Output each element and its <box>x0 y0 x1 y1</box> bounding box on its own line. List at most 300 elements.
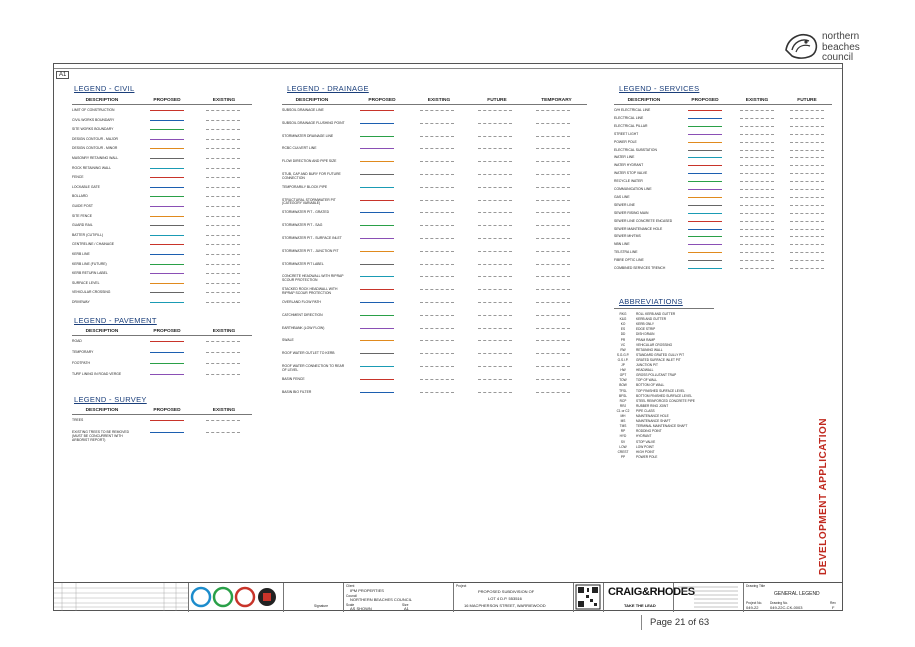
drainage-row-label: STORMWATER PIT LABEL <box>282 261 324 266</box>
drainage-symbol <box>478 225 512 226</box>
revision-label: Rev <box>830 601 836 605</box>
drainage-symbol <box>420 276 454 277</box>
contact-lines <box>674 583 742 611</box>
abbreviation-description: HYDRANT <box>636 434 652 439</box>
services-symbol <box>688 173 722 174</box>
civil-symbol <box>206 254 240 255</box>
drainage-symbol <box>478 276 512 277</box>
services-row-label: ELECTRICAL PILLAR <box>614 123 648 128</box>
drainage-symbol <box>420 187 454 188</box>
pavement-row-label: FOOTPATH <box>72 361 90 365</box>
services-symbol <box>740 213 774 214</box>
drainage-symbol <box>420 315 454 316</box>
survey-col-description: DESCRIPTION <box>85 408 119 413</box>
sheet-size-label: A1 <box>56 71 69 79</box>
civil-row-label: VEHICULAR CROSSING <box>72 290 111 295</box>
abbreviation-description: MAINTENANCE SHAFT <box>636 419 671 424</box>
abbreviation-code: S.G.G.P. <box>616 352 630 357</box>
drainage-symbol <box>536 251 570 252</box>
services-symbol <box>790 260 824 261</box>
drainage-col-description: DESCRIPTION <box>295 98 329 103</box>
services-symbol <box>688 213 722 214</box>
drainage-symbol <box>478 136 512 137</box>
services-symbol <box>790 165 824 166</box>
drainage-symbol <box>360 328 394 329</box>
abbreviation-description: HIGH POINT <box>636 449 655 454</box>
pavement-symbol <box>150 374 184 375</box>
services-row-label: SEWER RISING MAIN <box>614 210 649 215</box>
services-symbol <box>688 134 722 135</box>
services-row-label: SEWER LINE CONCRETE ENCASED <box>614 218 673 223</box>
drainage-symbol <box>478 366 512 367</box>
services-symbol <box>688 189 722 190</box>
civil-symbol <box>206 206 240 207</box>
civil-symbol <box>150 148 184 149</box>
services-symbol <box>790 268 824 269</box>
civil-symbol <box>150 120 184 121</box>
survey-symbol <box>206 420 240 421</box>
drainage-symbol <box>360 302 394 303</box>
civil-symbol <box>206 302 240 303</box>
pavement-symbol <box>150 352 184 353</box>
civil-symbol <box>150 206 184 207</box>
abbreviation-description: RUBBER RING JOINT <box>636 403 669 408</box>
services-symbol <box>688 268 722 269</box>
logo-word-1: northern <box>822 31 860 42</box>
company-tagline: TAKE THE LEAD <box>624 603 656 608</box>
survey-row-label: EXISTING TREES TO BE REMOVED (MUST BE CONCURRENT WITH ARBORIST REPORT) <box>72 430 130 442</box>
drainage-symbol <box>478 187 512 188</box>
drainage-row-label: EARTHBANK (LOW FLOW) <box>282 325 325 330</box>
services-symbol <box>740 205 774 206</box>
services-symbol <box>688 252 722 253</box>
civil-row-label: LOCKABLE GATE <box>72 184 100 189</box>
abbreviation-description: JUNCTION PIT <box>636 363 658 367</box>
abbreviation-code: ES <box>620 327 626 332</box>
drainage-symbol <box>536 110 570 111</box>
services-symbol <box>790 221 824 222</box>
civil-symbol <box>206 177 240 178</box>
civil-row-label: SITE FENCE <box>72 213 92 218</box>
drainage-symbol <box>360 200 394 201</box>
services-symbol <box>790 181 824 182</box>
civil-symbol <box>206 139 240 140</box>
drainage-row-label: SUBSOIL DRAINAGE FLUSHING POINT <box>282 120 345 125</box>
drainage-symbol <box>478 174 512 175</box>
drainage-symbol <box>360 161 394 162</box>
pavement-symbol <box>206 374 240 375</box>
pavement-col-proposed: PROPOSED <box>153 329 181 334</box>
drainage-row-label: STORMWATER PIT - JUNCTION PIT <box>282 248 339 253</box>
abbreviation-code: RCP <box>619 398 627 403</box>
project-label: Project <box>456 584 467 588</box>
job-number: 049-22 <box>746 605 759 610</box>
services-row-label: TELSTRA LINE <box>614 250 638 255</box>
services-row-label: SEWER MH/TMS <box>614 234 641 239</box>
drainage-symbol <box>478 251 512 252</box>
civil-row-label: GUARD RAIL <box>72 223 93 228</box>
services-symbol <box>688 118 722 119</box>
council-label: Council <box>346 594 357 598</box>
civil-symbol <box>206 148 240 149</box>
abbreviation-code: C1 or C2 <box>616 408 630 413</box>
abbreviation-description: POWER POLE <box>636 454 658 459</box>
survey-col-existing: EXISTING <box>212 408 236 413</box>
drainage-symbol <box>420 353 454 354</box>
civil-row-label: BOLLARD <box>72 194 88 199</box>
pavement-symbol <box>206 363 240 364</box>
abbreviation-description: GROSS POLLUTANT TRAP <box>636 373 677 378</box>
drainage-symbol <box>478 110 512 111</box>
drainage-symbol <box>360 136 394 137</box>
civil-symbol <box>150 264 184 265</box>
services-col-description: DESCRIPTION <box>627 98 661 103</box>
drainage-symbol <box>360 123 394 124</box>
drainage-symbol <box>536 353 570 354</box>
abbreviation-code: LOW <box>619 444 627 449</box>
company-name: CRAIG&RHODES <box>608 586 695 598</box>
civil-symbol <box>150 129 184 130</box>
size-label: Size <box>402 603 409 607</box>
services-col-proposed: PROPOSED <box>691 98 719 103</box>
civil-symbol <box>150 283 184 284</box>
drainage-symbol <box>478 302 512 303</box>
pavement-col-existing: EXISTING <box>212 329 236 334</box>
drainage-symbol <box>420 136 454 137</box>
civil-symbol <box>150 244 184 245</box>
services-row-label: ELECTRICAL SUBSTATION <box>614 147 657 152</box>
drainage-symbol <box>536 340 570 341</box>
drainage-symbol <box>478 289 512 290</box>
signature-label: Signature <box>314 604 329 608</box>
client-cell <box>344 583 454 612</box>
survey-symbol <box>150 432 184 433</box>
services-symbol <box>740 221 774 222</box>
abbreviation-code: HW <box>620 368 626 373</box>
drainage-symbol <box>478 238 512 239</box>
pavement-col-description: DESCRIPTION <box>85 329 119 334</box>
drainage-symbol <box>478 392 512 393</box>
services-symbol <box>688 244 722 245</box>
abbreviation-description: EDGE STRIP <box>636 327 656 332</box>
civil-row-label: GUIDE POST <box>72 204 93 208</box>
survey-col-proposed: PROPOSED <box>153 408 181 413</box>
civil-row-label: BATTER (CUT/FILL) <box>72 232 104 237</box>
drainage-symbol <box>420 251 454 252</box>
drainage-row-label: FLOW DIRECTION AND PIPE SIZE <box>282 159 337 164</box>
drawing-info-cell <box>744 583 842 612</box>
services-row-label: SEWER LINE <box>614 202 635 207</box>
abbreviation-code: KO <box>620 322 626 327</box>
drainage-row-label: STRUCTURAL STORMWATER PIT (CATEGORY VARIABLE) <box>282 197 336 206</box>
abbreviation-description: RETAINING WALL <box>636 347 663 352</box>
civil-symbol <box>150 254 184 255</box>
services-symbol <box>688 181 722 182</box>
certification-badges <box>189 583 284 612</box>
drainage-symbol <box>536 148 570 149</box>
civil-symbol <box>150 187 184 188</box>
services-symbol <box>688 165 722 166</box>
drainage-symbol <box>536 366 570 367</box>
services-row-label: FIBRE OPTIC LINE <box>614 258 644 263</box>
services-symbol <box>688 236 722 237</box>
services-symbol <box>688 142 722 143</box>
abbreviation-description: MAINTENANCE HOLE <box>636 414 669 418</box>
civil-symbol <box>150 168 184 169</box>
civil-row-label: ROCK RETAINING WALL <box>72 165 111 170</box>
drainage-symbol <box>360 315 394 316</box>
civil-symbol <box>150 158 184 159</box>
drainage-symbol <box>360 392 394 393</box>
abbreviation-code: DD <box>620 332 626 337</box>
civil-row-label: SURFACE LEVEL <box>72 280 100 285</box>
drainage-col-future: FUTURE <box>487 98 507 103</box>
civil-symbol <box>150 292 184 293</box>
services-symbol <box>790 150 824 151</box>
abbreviation-description: PRAM RAMP <box>636 337 656 342</box>
drainage-header-rule <box>282 104 587 105</box>
civil-symbol <box>150 139 184 140</box>
legend-pavement-title: LEGEND - PAVEMENT <box>74 316 157 325</box>
abbreviation-description: VEHICULAR CROSSING <box>636 342 673 347</box>
drainage-symbol <box>420 212 454 213</box>
services-row-label: WATER HYDRANT <box>614 163 644 168</box>
badge-icons <box>189 583 283 611</box>
civil-col-description: DESCRIPTION <box>85 98 119 103</box>
drainage-symbol <box>420 110 454 111</box>
drainage-symbol <box>360 110 394 111</box>
services-symbol <box>790 213 824 214</box>
drainage-symbol <box>478 340 512 341</box>
development-application-stamp: DEVELOPMENT APPLICATION <box>818 417 829 575</box>
drainage-symbol <box>536 238 570 239</box>
drainage-symbol <box>360 225 394 226</box>
civil-symbol <box>150 216 184 217</box>
civil-symbol <box>206 244 240 245</box>
civil-symbol <box>150 196 184 197</box>
services-symbol <box>790 142 824 143</box>
services-symbol <box>688 126 722 127</box>
revision-table-lines <box>54 583 188 611</box>
drainage-symbol <box>420 328 454 329</box>
drainage-symbol <box>536 212 570 213</box>
services-symbol <box>790 197 824 198</box>
services-row-label: ELECTRICAL LINE <box>614 115 644 120</box>
drainage-symbol <box>420 148 454 149</box>
drainage-symbol <box>478 353 512 354</box>
civil-symbol <box>206 168 240 169</box>
survey-symbol <box>206 432 240 433</box>
drainage-symbol <box>420 379 454 380</box>
drainage-symbol <box>420 225 454 226</box>
drainage-row-label: TEMPORARILY BLOCK PIPE <box>282 184 328 189</box>
drainage-symbol <box>478 200 512 201</box>
civil-symbol <box>206 235 240 236</box>
civil-symbol <box>150 235 184 236</box>
civil-symbol <box>206 225 240 226</box>
abbreviation-description: LOW POINT <box>636 444 654 449</box>
abbreviation-code: K&G <box>619 317 627 322</box>
council-name: NORTHERN BEACHES COUNCIL <box>350 597 412 602</box>
services-symbol <box>688 221 722 222</box>
drainage-symbol <box>360 238 394 239</box>
services-symbol <box>740 134 774 135</box>
civil-row-label: DESIGN CONTOUR - MINOR <box>72 146 118 151</box>
legend-drainage-title: LEGEND - DRAINAGE <box>287 84 369 93</box>
drainage-symbol <box>360 174 394 175</box>
civil-symbol <box>206 273 240 274</box>
services-row-label: WATER STOP VALVE <box>614 171 648 176</box>
drainage-row-label: STACKED ROCK HEADWALL WITH RIPRAP SCOUR PROTECTION <box>282 287 338 295</box>
revision-table <box>54 583 189 612</box>
drainage-symbol <box>360 379 394 380</box>
drainage-symbol <box>478 161 512 162</box>
abbreviation-description: BOTTOM FINISHED SURFACE LEVEL <box>636 393 693 398</box>
services-symbol <box>740 110 774 111</box>
civil-symbol <box>206 187 240 188</box>
abbreviation-code: JP <box>621 363 625 367</box>
drainage-symbol <box>360 289 394 290</box>
pavement-symbol <box>150 363 184 364</box>
civil-symbol <box>206 129 240 130</box>
services-row-label: GAS LINE <box>614 194 630 199</box>
services-row-label: STREET LIGHT <box>614 131 639 136</box>
services-symbol <box>790 110 824 111</box>
drainage-row-label: STUB, CAP AND BURY FOR FUTURE CONNECTION <box>282 172 341 180</box>
drainage-symbol <box>536 200 570 201</box>
revision-value: F <box>832 605 835 610</box>
drainage-col-existing: EXISTING <box>427 98 451 103</box>
services-row-label: RECYCLE WATER <box>614 179 643 184</box>
civil-symbol <box>206 292 240 293</box>
abbreviation-code: CREST <box>617 449 629 454</box>
services-symbol <box>688 260 722 261</box>
civil-symbol <box>206 158 240 159</box>
legend-services-title: LEGEND - SERVICES <box>619 84 700 93</box>
abbreviation-code: GPT <box>619 373 627 378</box>
civil-symbol <box>150 225 184 226</box>
services-row-label: COMMUNICATION LINE <box>614 187 652 191</box>
drainage-symbol <box>536 174 570 175</box>
services-symbol <box>740 126 774 127</box>
abbreviation-description: STOP VALVE <box>636 439 656 444</box>
drawing-title-label: Drawing Title <box>746 584 766 588</box>
drainage-symbol <box>536 136 570 137</box>
services-symbol <box>790 252 824 253</box>
drainage-row-label: STORMWATER PIT - SAG <box>282 223 323 228</box>
abbreviation-description: KERB ONLY <box>636 322 655 327</box>
abbreviation-code: PR <box>620 337 626 342</box>
services-row-label: SEWER MAINTENANCE HOLE <box>614 226 663 231</box>
abbreviations-rule <box>614 308 714 309</box>
abbreviation-code: RP <box>620 429 626 434</box>
drainage-symbol <box>360 276 394 277</box>
drainage-col-proposed: PROPOSED <box>368 98 396 103</box>
abbreviation-description: RODDING POINT <box>636 429 662 434</box>
services-symbol <box>790 157 824 158</box>
council-emblem-icon <box>782 30 820 62</box>
drainage-symbol <box>478 264 512 265</box>
legend-civil-title: LEGEND - CIVIL <box>74 84 135 93</box>
services-symbol <box>740 236 774 237</box>
services-symbol <box>688 150 722 151</box>
services-row-label: WATER LINE <box>614 155 635 160</box>
civil-row-label: SITE WORKS BOUNDARY <box>72 127 114 132</box>
drainage-symbol <box>420 161 454 162</box>
services-symbol <box>740 244 774 245</box>
drainage-symbol <box>478 212 512 213</box>
abbreviation-code: G.S.I.P. <box>617 357 629 362</box>
civil-symbol <box>206 283 240 284</box>
civil-row-label: KERB RETURN LABEL <box>72 271 108 276</box>
drainage-row-label: CATCHMENT DIRECTION <box>282 312 323 317</box>
drainage-col-temporary: TEMPORARY <box>541 98 572 103</box>
civil-col-existing: EXISTING <box>212 98 236 103</box>
scale-value: AS SHOWN <box>350 606 372 611</box>
services-symbol <box>790 189 824 190</box>
services-symbol <box>740 173 774 174</box>
signature-cell <box>284 583 344 612</box>
services-symbol <box>740 229 774 230</box>
services-symbol <box>740 181 774 182</box>
drainage-symbol <box>536 276 570 277</box>
drainage-row-label: OVERLAND FLOW PATH <box>282 300 321 304</box>
legend-survey-title: LEGEND - SURVEY <box>74 395 147 404</box>
drainage-row-label: STORMWATER PIT - GRATED <box>282 210 330 215</box>
project-cell <box>454 583 574 612</box>
drainage-symbol <box>478 148 512 149</box>
project-line-1: PROPOSED SUBDIVISION OF <box>478 589 535 594</box>
drainage-symbol <box>478 328 512 329</box>
abbreviation-description: STANDARD GRATED GULLY PIT <box>636 352 685 357</box>
abbreviation-code: RW <box>620 347 626 352</box>
pavement-row-label: TEMPORARY <box>72 350 94 354</box>
drainage-symbol <box>420 366 454 367</box>
client-label: Client <box>346 584 355 588</box>
services-symbol <box>740 118 774 119</box>
drainage-symbol <box>478 123 512 124</box>
civil-row-label: LIMIT OF CONSTRUCTION <box>72 108 115 112</box>
civil-row-label: DRIVEWAY <box>72 300 90 304</box>
services-symbol <box>688 197 722 198</box>
services-symbol <box>740 165 774 166</box>
drainage-symbol <box>420 392 454 393</box>
civil-row-label: KERB LINE (FUTURE) <box>72 261 107 266</box>
drainage-symbol <box>536 123 570 124</box>
services-row-label: NBN LINE <box>614 242 630 247</box>
project-line-3: 16 MACPHERSON STREET, WARRIEWOOD <box>464 603 546 608</box>
abbreviation-description: PIPE CLASS <box>636 408 655 413</box>
drainage-symbol <box>536 392 570 393</box>
drainage-symbol <box>536 264 570 265</box>
drainage-symbol <box>360 264 394 265</box>
size-value: A1 <box>404 606 409 611</box>
abbreviation-description: STEEL REINFORCED CONCRETE PIPE <box>636 398 695 403</box>
drainage-symbol <box>360 340 394 341</box>
title-block <box>54 582 842 611</box>
drawing-title: GENERAL LEGEND <box>774 591 820 597</box>
drainage-symbol <box>360 366 394 367</box>
drainage-symbol <box>536 315 570 316</box>
pavement-symbol <box>206 341 240 342</box>
drainage-row-label: CONCRETE HEADWALL WITH RIPRAP SCOUR PROTECTION <box>282 274 344 283</box>
services-symbol <box>790 236 824 237</box>
abbreviation-code: MS <box>620 419 626 424</box>
services-symbol <box>688 110 722 111</box>
services-symbol <box>740 142 774 143</box>
abbreviation-description: DISH DRAIN <box>636 332 655 337</box>
drainage-symbol <box>360 212 394 213</box>
